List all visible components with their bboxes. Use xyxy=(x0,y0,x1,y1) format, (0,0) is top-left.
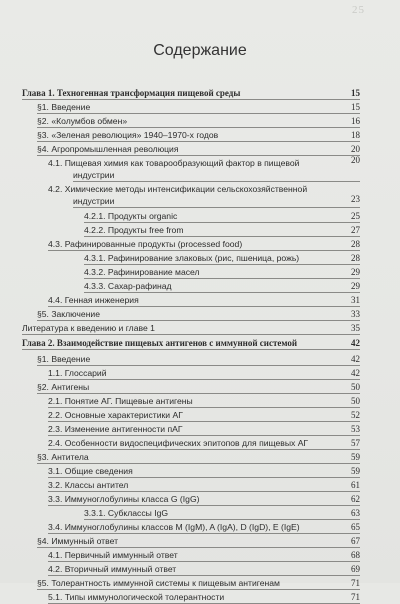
toc-entry xyxy=(0,396,400,408)
toc-page-number: 57 xyxy=(351,438,360,448)
toc-entry xyxy=(0,438,400,450)
toc-entry-title: 2.4. Особенности видоспецифических эпитопов для пищевых АГ xyxy=(48,438,309,448)
toc-entry xyxy=(0,536,400,548)
toc-leader-rule xyxy=(73,207,360,208)
toc-entry xyxy=(0,102,400,114)
toc-page-number: 31 xyxy=(351,295,360,305)
toc-leader-rule xyxy=(37,320,360,321)
toc-page-number: 69 xyxy=(351,564,360,574)
toc-entry-title: 4.2.1. Продукты organic xyxy=(84,211,178,221)
toc-leader-rule xyxy=(84,264,360,265)
toc-entry xyxy=(0,281,400,293)
toc-entry xyxy=(0,480,400,492)
toc-entry xyxy=(0,116,400,128)
toc-page-number: 42 xyxy=(351,368,360,378)
toc-entry xyxy=(0,452,400,464)
toc-page-number: 20 xyxy=(351,144,360,154)
toc-entry-title-continuation: индустрии xyxy=(73,196,115,206)
toc-entry xyxy=(0,239,400,251)
toc-entry-title: 4.2. Вторичный иммунный ответ xyxy=(48,564,177,574)
toc-entry-title: §5. Заключение xyxy=(37,309,101,319)
toc-chapter-entry xyxy=(0,88,400,100)
toc-leader-rule xyxy=(73,181,360,182)
toc-leader-rule xyxy=(48,449,360,450)
toc-entry xyxy=(0,494,400,506)
toc-entry xyxy=(0,410,400,422)
toc-page-number: 52 xyxy=(351,410,360,420)
toc-leader-rule xyxy=(84,236,360,237)
toc-entry xyxy=(0,309,400,321)
toc-entry xyxy=(0,368,400,380)
toc-leader-rule xyxy=(84,222,360,223)
toc-page-number: 63 xyxy=(351,508,360,518)
toc-entry-title: 4.1. Первичный иммунный ответ xyxy=(48,550,178,560)
toc-leader-rule xyxy=(48,575,360,576)
toc-page-number: 28 xyxy=(351,253,360,263)
toc-page-number: 29 xyxy=(351,281,360,291)
toc-entry-title: §3. Антитела xyxy=(37,452,89,462)
toc-entry-title: 3.2. Классы антител xyxy=(48,480,129,490)
toc-entry-title: §4. Иммунный ответ xyxy=(37,536,119,546)
toc-page-number: 29 xyxy=(351,267,360,277)
toc-entry xyxy=(0,466,400,478)
toc-entry-title: 2.1. Понятие АГ. Пищевые антигены xyxy=(48,396,193,406)
toc-leader-rule xyxy=(37,463,360,464)
toc-entry-title: §5. Толерантность иммунной системы к пищевым антигенам xyxy=(37,578,280,588)
toc-page-number: 68 xyxy=(351,550,360,560)
toc-leader-rule xyxy=(37,393,360,394)
faint-page-mark: 25 xyxy=(352,4,365,16)
toc-entry xyxy=(0,130,400,142)
toc-entry xyxy=(0,323,400,335)
toc-page-number: 20 xyxy=(351,155,360,165)
toc-leader-rule xyxy=(48,421,360,422)
toc-leader-rule xyxy=(37,365,360,366)
page-title: Содержание xyxy=(153,42,247,59)
toc-entry-title: 4.4. Генная инженерия xyxy=(48,295,139,305)
toc-leader-rule xyxy=(48,250,360,251)
toc-entry-title: 2.3. Изменение антигенности пАГ xyxy=(48,424,183,434)
toc-entry-title: §1. Введение xyxy=(37,354,91,364)
toc-page-number: 67 xyxy=(351,536,360,546)
toc-entry xyxy=(0,225,400,237)
toc-entry-title: Литература к введению и главе 1 xyxy=(22,323,155,333)
toc-leader-rule xyxy=(37,113,360,114)
toc-entry-title: 5.1. Типы иммунологической толерантности xyxy=(48,592,225,602)
toc-page-number: 71 xyxy=(351,578,360,588)
toc-chapter-entry xyxy=(0,338,400,350)
toc-entry-title: 3.3. Иммуноглобулины класса G (IgG) xyxy=(48,494,200,504)
toc-leader-rule xyxy=(22,334,360,335)
toc-page-number: 33 xyxy=(351,309,360,319)
toc-entry-title: §2. Антигены xyxy=(37,382,90,392)
toc-entry xyxy=(0,144,400,156)
toc-entry-title: 2.2. Основные характеристики АГ xyxy=(48,410,183,420)
toc-leader-rule xyxy=(48,491,360,492)
toc-leader-rule xyxy=(48,435,360,436)
toc-page-number: 18 xyxy=(351,130,360,140)
toc-leader-rule xyxy=(22,349,360,350)
toc-entry xyxy=(0,424,400,436)
toc-page-number: 16 xyxy=(351,116,360,126)
toc-entry xyxy=(0,578,400,590)
toc-leader-rule xyxy=(48,407,360,408)
toc-entry-title: 4.1. Пищевая химия как товарообразующий фактор в пищевой xyxy=(48,158,300,168)
toc-page-number: 35 xyxy=(351,323,360,333)
toc-page-number: 15 xyxy=(351,102,360,112)
toc-leader-rule xyxy=(84,278,360,279)
toc-page-number: 71 xyxy=(351,592,360,602)
toc-entry-title: 4.3.1. Рафинирование злаковых (рис, пшеница, рожь) xyxy=(84,253,300,263)
toc-page-number: 62 xyxy=(351,494,360,504)
toc-entry xyxy=(0,253,400,265)
toc-leader-rule xyxy=(84,519,360,520)
toc-page-number: 23 xyxy=(351,194,360,204)
toc-entry-title: 4.3.3. Сахар-рафинад xyxy=(84,281,172,291)
toc-entry-title: §3. «Зеленая революция» 1940–1970-х годов xyxy=(37,130,219,140)
toc-entry-title: 4.3. Рафинированные продукты (processed food) xyxy=(48,239,243,249)
toc-entry-title: 4.3.2. Рафинирование масел xyxy=(84,267,200,277)
toc-page-number: 15 xyxy=(351,88,360,98)
toc-page-number: 53 xyxy=(351,424,360,434)
toc-page-number: 28 xyxy=(351,239,360,249)
toc-entry-title: §1. Введение xyxy=(37,102,91,112)
toc-entry xyxy=(0,211,400,223)
toc-leader-rule xyxy=(48,533,360,534)
toc-entry xyxy=(0,592,400,604)
toc-page-number: 42 xyxy=(351,354,360,364)
toc-entry-title: 4.2. Химические методы интенсификации сельскохозяйственной xyxy=(48,184,308,194)
toc-entry xyxy=(0,267,400,279)
toc-entry-title: 1.1. Глоссарий xyxy=(48,368,107,378)
toc-page-number: 59 xyxy=(351,466,360,476)
toc-page-number: 25 xyxy=(351,211,360,221)
toc-leader-rule xyxy=(37,141,360,142)
toc-leader-rule xyxy=(37,127,360,128)
toc-leader-rule xyxy=(37,589,360,590)
toc-entry xyxy=(0,184,400,208)
toc-entry xyxy=(0,295,400,307)
toc-entry xyxy=(0,508,400,520)
toc-entry-title: 3.1. Общие сведения xyxy=(48,466,133,476)
toc-page-number: 27 xyxy=(351,225,360,235)
toc-entry-title: Глава 2. Взаимодействие пищевых антигенов с иммунной системой xyxy=(22,338,298,348)
toc-entry-title: Глава 1. Техногенная трансформация пищевой среды xyxy=(22,88,241,98)
toc-leader-rule xyxy=(48,505,360,506)
toc-page-number: 50 xyxy=(351,382,360,392)
toc-page-number: 50 xyxy=(351,396,360,406)
toc-page-number: 59 xyxy=(351,452,360,462)
toc-entry xyxy=(0,354,400,366)
toc-leader-rule xyxy=(48,477,360,478)
toc-entry-title: §2. «Колумбов обмен» xyxy=(37,116,128,126)
toc-leader-rule xyxy=(48,561,360,562)
toc-page-number: 42 xyxy=(351,338,360,348)
toc-leader-rule xyxy=(37,155,360,156)
toc-leader-rule xyxy=(22,99,360,100)
toc-entry-title-continuation: индустрии xyxy=(73,170,115,180)
toc-entry xyxy=(0,522,400,534)
toc-entry-title: 3.4. Иммуноглобулины классов M (IgM), A (IgA), D (IgD), E (IgE) xyxy=(48,522,300,532)
toc-leader-rule xyxy=(48,379,360,380)
toc-leader-rule xyxy=(48,306,360,307)
toc-entry xyxy=(0,550,400,562)
toc-entry xyxy=(0,564,400,576)
toc-entry-title: 4.2.2. Продукты free from xyxy=(84,225,184,235)
toc-entry-title: §4. Агропромышленная революция xyxy=(37,144,179,154)
toc-entry xyxy=(0,382,400,394)
toc-entry-title: 3.3.1. Субклассы IgG xyxy=(84,508,169,518)
toc-leader-rule xyxy=(84,292,360,293)
toc-page-number: 61 xyxy=(351,480,360,490)
toc-page-number: 65 xyxy=(351,522,360,532)
toc-leader-rule xyxy=(37,547,360,548)
toc-entry xyxy=(0,155,400,182)
